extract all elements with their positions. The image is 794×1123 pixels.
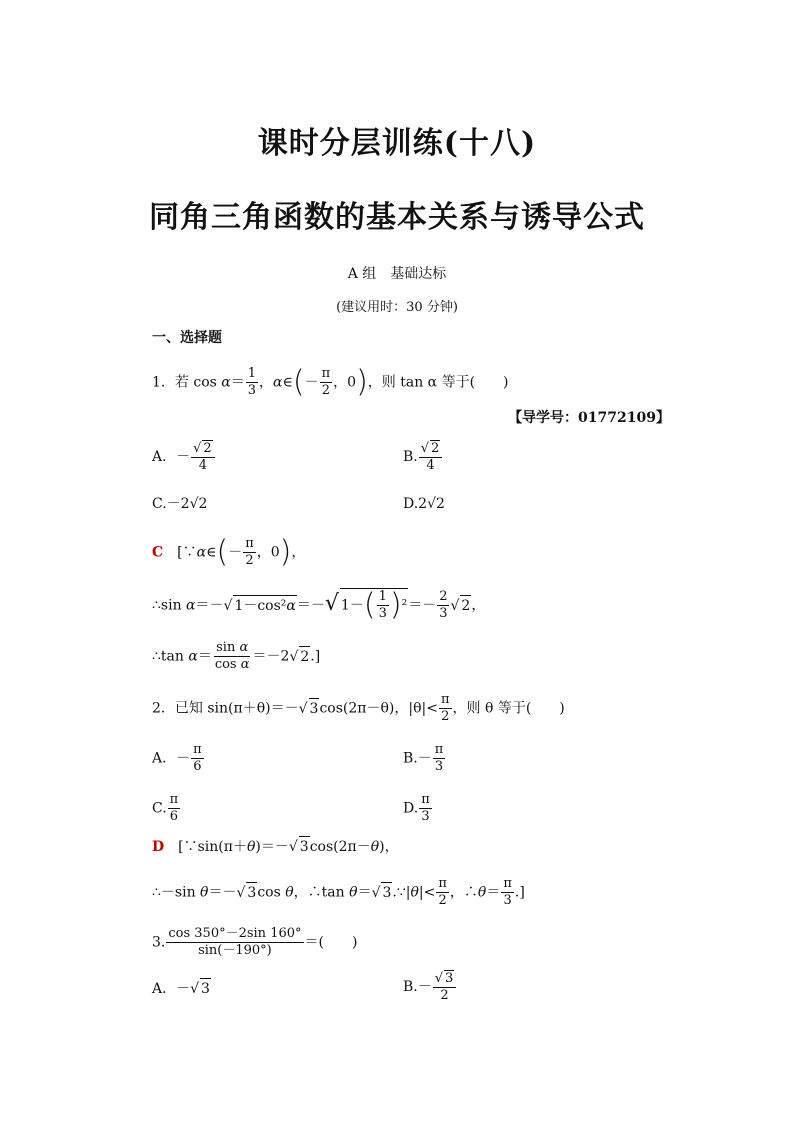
q1-prefix: 1．若 (152, 374, 189, 391)
time-hint: (建议用时：30 分钟) (336, 300, 458, 315)
page-title: 课时分层训练(十八) (257, 126, 537, 161)
q1-suffix: ，则 tan α 等于( ) (367, 374, 509, 391)
q3-option-a: A．－√ 3 (152, 978, 211, 999)
q2-solution-line-1: D [∵sin(π＋θ)＝－√ 3cos(2π－θ)， (152, 836, 399, 857)
q1-solution-line-2: ∴sin α＝－√ 1－cos²α＝－√ 1－( $\frac{1}{3}$ )²＝－ $\frac{2}{3}$ √ 2， (152, 588, 485, 622)
q1-option-a: A．－ √ $\frac{2}{4}$ (152, 440, 216, 474)
group-label: A 组 基础达标 (347, 266, 447, 282)
q1-solution-line-1: C [∵α∈(－ $\frac{\pi}{2}$ ，0)， (152, 534, 306, 570)
q2-option-d: D. $\frac{\pi}{3}$ (403, 792, 430, 824)
section-label: 一、选择题 (152, 330, 222, 346)
q2-option-b: B.－ $\frac{\pi}{3}$ (403, 742, 444, 774)
q1-option-d: D.2√2 (403, 496, 445, 512)
q1-option-c: C.－2√2 (152, 496, 208, 512)
q2-option-a: A．－ $\frac{\pi}{6}$ (152, 742, 202, 774)
q3-option-b: B.－ √ $\frac{3}{2}$ (403, 970, 457, 1004)
q1-option-b: B. √ $\frac{2}{4}$ (403, 440, 443, 474)
question-3-stem: 3. $\frac{\cos 350^\circ-2\sin 160^\circ}{\sin(-190^\circ)}$ ＝( ) (152, 926, 358, 958)
q1-solution-line-3: ∴tan α＝ $\frac{\text{sin α}}{\text{cos α}}$ ＝－2√ 2.] (152, 640, 320, 673)
question-2-stem: 2．已知 sin(π＋θ)＝－√ 3cos(2π－θ)，|θ|< $\frac{\pi}{2}$ ，则 θ 等于( ) (152, 692, 565, 725)
q2-answer: D (152, 839, 165, 855)
q2-option-c: C. $\frac{\pi}{6}$ (152, 792, 179, 824)
q1-answer: C (152, 544, 164, 561)
question-1-stem: 1．若 cos α＝ $\frac{1}{3}$ ，α∈(－ $\frac{\pi}{2}$ ，0)，则 tan α 等于( ) (152, 364, 509, 400)
reference-number: 【导学号：01772109】 (508, 410, 670, 426)
page-subtitle: 同角三角函数的基本关系与诱导公式 (149, 200, 645, 235)
q2-solution-line-2: ∴－sin θ＝－√ 3cos θ，∴tan θ＝√ 3.∵|θ|< $\frac{\pi}{2}$ ，∴θ＝ $\frac{\pi}{3}$ .] (152, 876, 525, 909)
